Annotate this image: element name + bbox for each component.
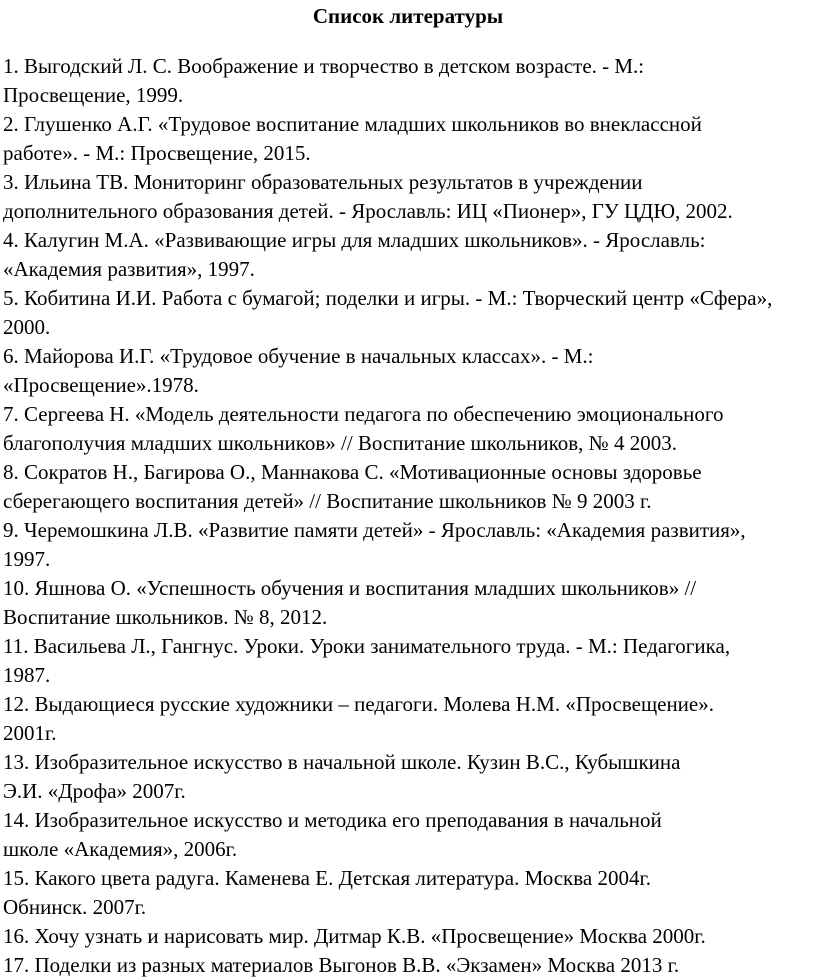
reference-item [3,922,815,951]
reference-line: 2001г. [3,721,57,745]
reference-line: Воспитание школьников. № 8, 2012. [3,605,328,629]
reference-item [3,516,815,574]
page-title: Список литературы [312,4,504,28]
reference-item [3,400,815,458]
reference-item [3,168,815,226]
reference-line: дополнительного образования детей. - Ярославль: ИЦ «Пионер», ГУ ЦДЮ, 2002. [3,199,733,223]
reference-line: 2. Глушенко А.Г. «Трудовое воспитание младших школьников во внеклассной [3,112,702,136]
reference-line: 13. Изобразительное искусство в начальной школе. Кузин В.С., Кубышкина [3,750,681,774]
reference-line: 1997. [3,547,51,571]
reference-line: 3. Ильина ТВ. Мониторинг образовательных результатов в учреждении [3,170,643,194]
reference-line: 11. Васильева Л., Гангнус. Уроки. Уроки занимательного труда. - М.: Педагогика, [3,634,731,658]
reference-line: 5. Кобитина И.И. Работа с бумагой; поделки и игры. - М.: Творческий центр «Сфера», [3,286,773,310]
reference-item [3,806,815,864]
reference-line: 15. Какого цвета радуга. Каменева Е. Детская литература. Москва 2004г. [3,866,651,890]
reference-line: «Просвещение».1978. [3,373,199,397]
reference-item [3,226,815,284]
reference-item [3,748,815,806]
reference-line: 12. Выдающиеся русские художники – педагоги. Молева Н.М. «Просвещение». [3,692,714,716]
reference-item [3,632,815,690]
reference-line: 14. Изобразительное искусство и методика его преподавания в начальной [3,808,662,832]
reference-line: Просвещение, 1999. [3,83,184,107]
reference-line: работе». - М.: Просвещение, 2015. [3,141,311,165]
reference-line: 1. Выгодский Л. С. Воображение и творчество в детском возрасте. - М.: [3,54,645,78]
reference-item [3,284,815,342]
reference-item [3,951,815,980]
reference-item [3,342,815,400]
reference-line: 1987. [3,663,51,687]
reference-line: 16. Хочу узнать и нарисовать мир. Дитмар К.В. «Просвещение» Москва 2000г. [3,924,706,948]
reference-item [3,458,815,516]
reference-line: 8. Сократов Н., Багирова О., Маннакова С. «Мотивационные основы здоровье [3,460,702,484]
reference-line: 9. Черемошкина Л.В. «Развитие памяти детей» - Ярославль: «Академия развития», [3,518,746,542]
reference-list [3,52,815,980]
reference-item [3,110,815,168]
reference-item [3,690,815,748]
reference-line: 7. Сергеева Н. «Модель деятельности педагога по обеспечению эмоционального [3,402,724,426]
reference-line: Э.И. «Дрофа» 2007г. [3,779,186,803]
reference-item [3,864,815,922]
reference-line: школе «Академия», 2006г. [3,837,238,861]
reference-line: Обнинск. 2007г. [3,895,147,919]
reference-line: 4. Калугин М.А. «Развивающие игры для младших школьников». - Ярославль: [3,228,706,252]
reference-line: благополучия младших школьников» // Воспитание школьников, № 4 2003. [3,431,677,455]
reference-line: «Академия развития», 1997. [3,257,255,281]
reference-line: 10. Яшнова О. «Успешность обучения и воспитания младших школьников» // [3,576,697,600]
reference-line: 6. Майорова И.Г. «Трудовое обучение в начальных классах». - М.: [3,344,594,368]
reference-item [3,574,815,632]
reference-item [3,52,815,110]
reference-line: 2000. [3,315,51,339]
reference-line: сберегающего воспитания детей» // Воспитание школьников № 9 2003 г. [3,489,652,513]
reference-line: 17. Поделки из разных материалов Выгонов В.В. «Экзамен» Москва 2013 г. [3,953,680,977]
